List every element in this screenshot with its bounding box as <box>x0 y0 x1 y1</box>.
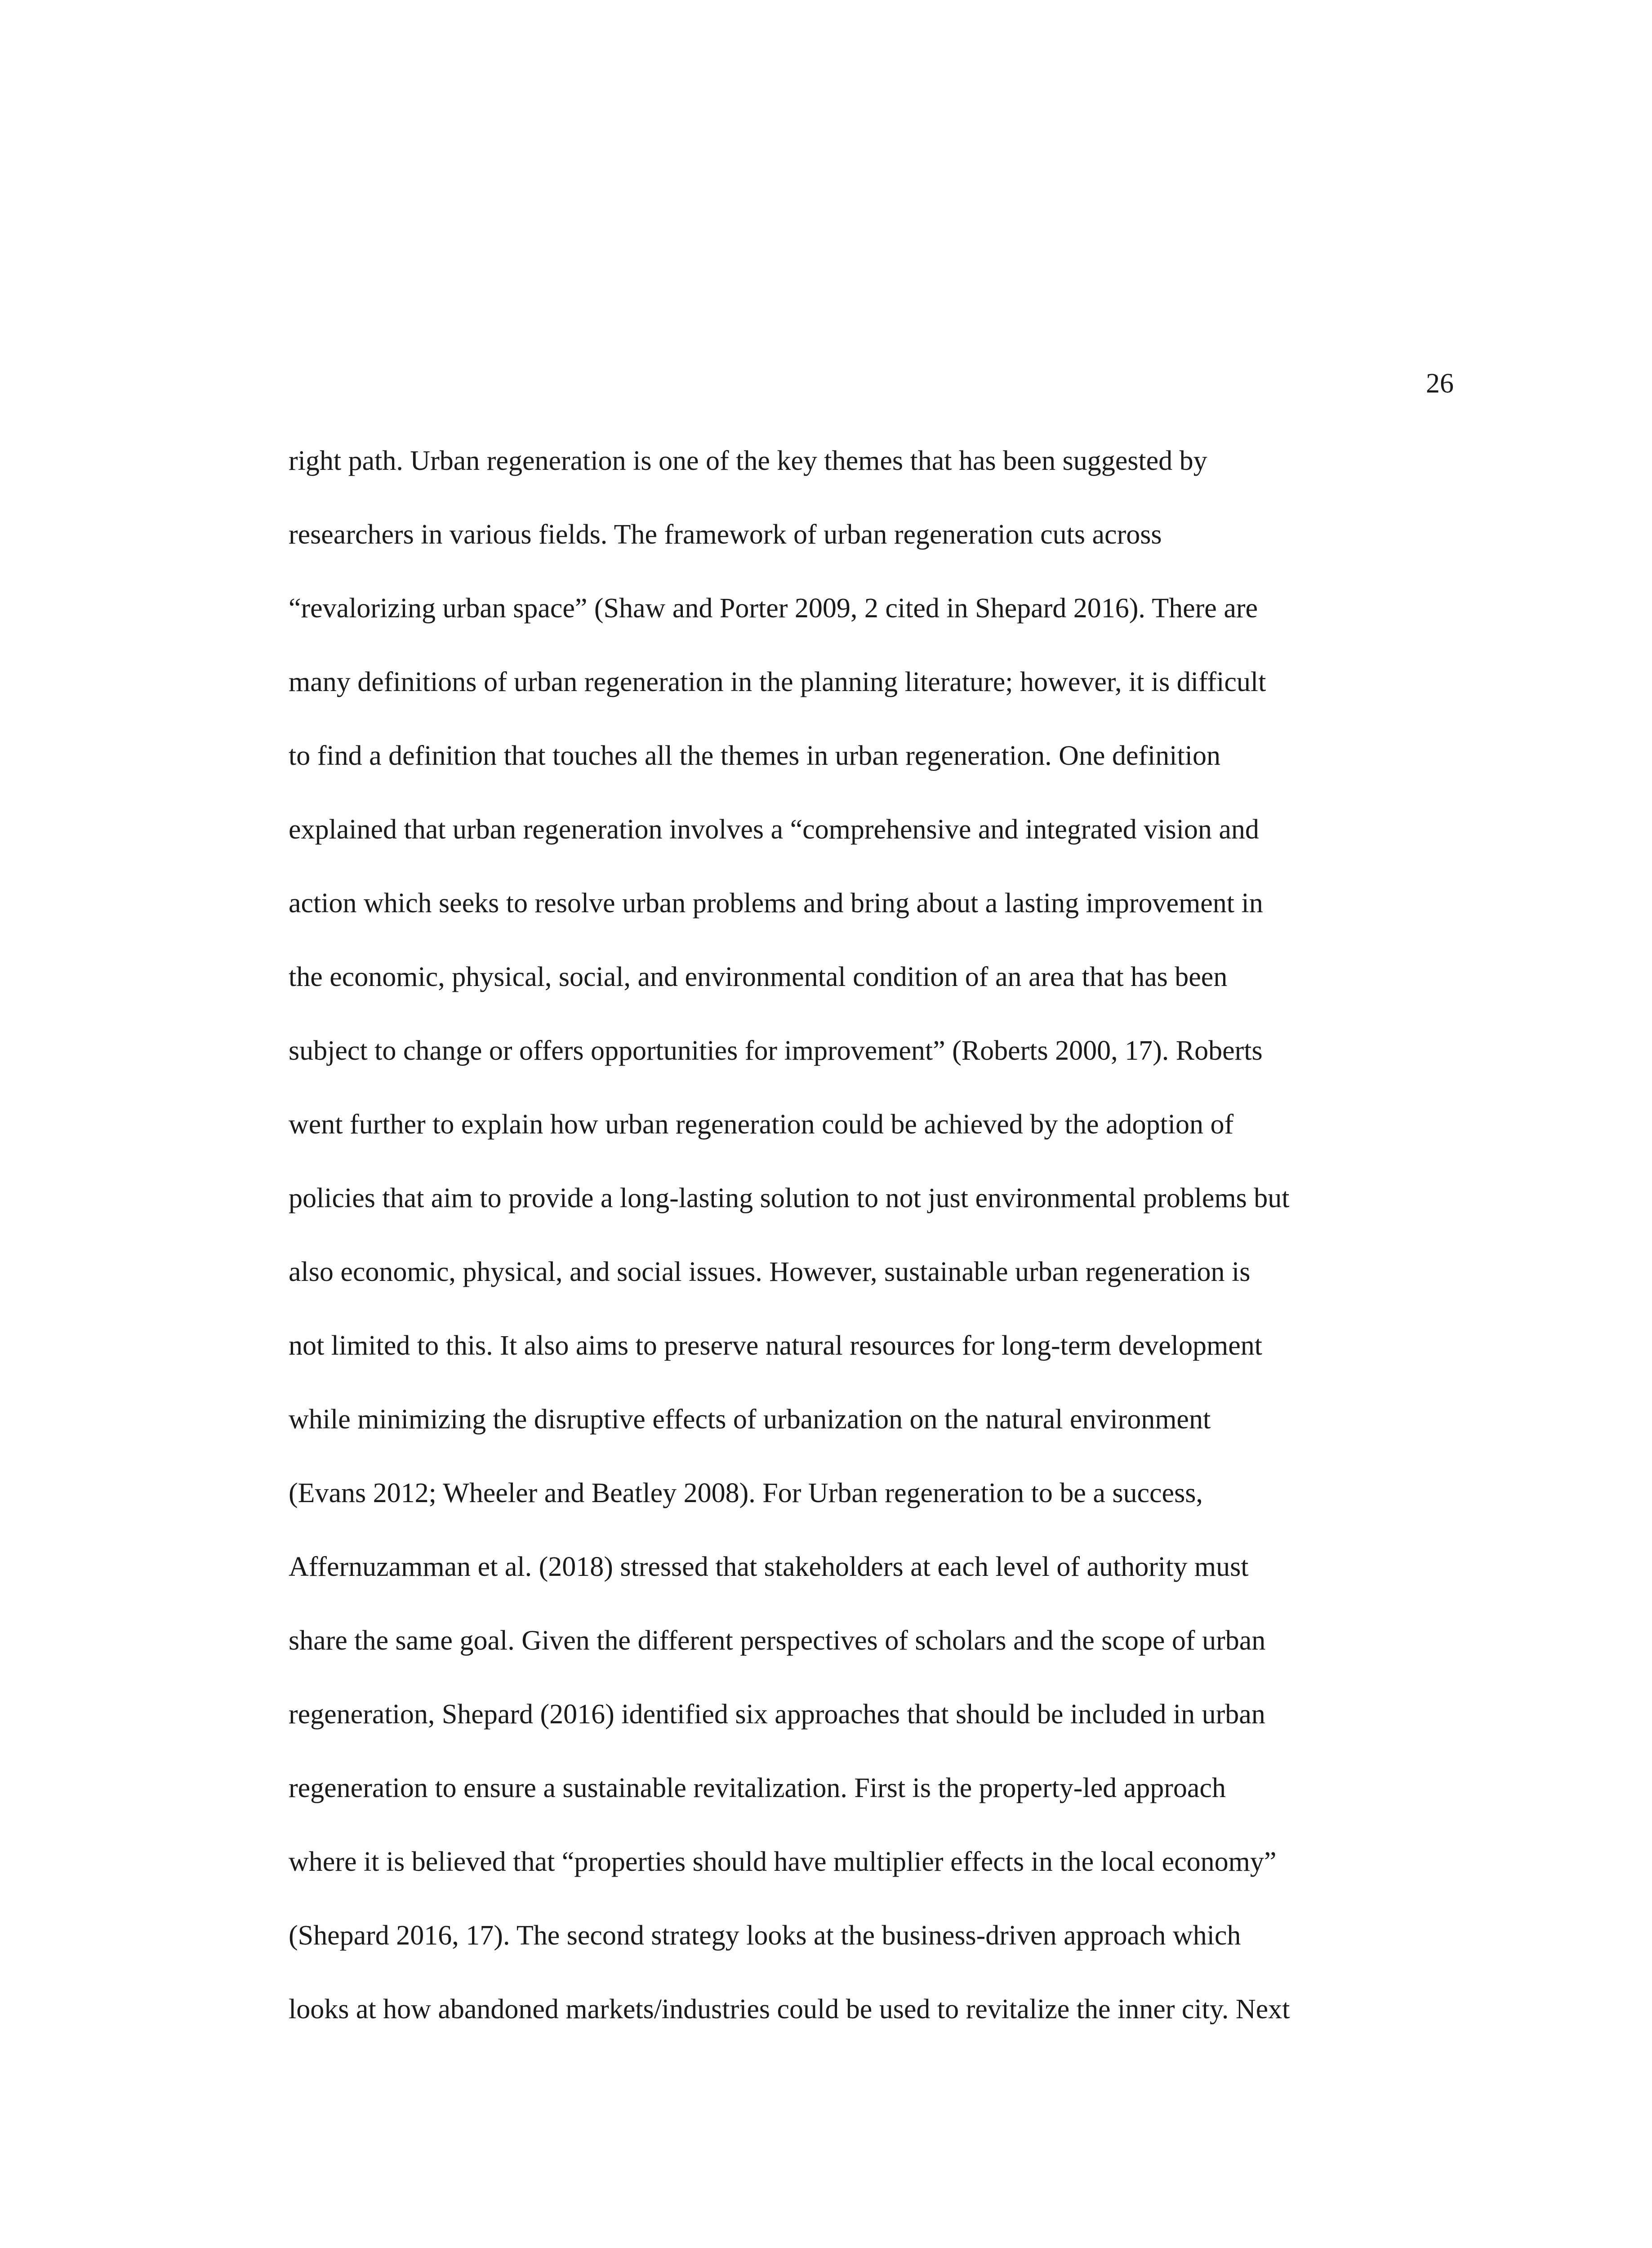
text-line: many definitions of urban regeneration in the planning literature; however, it is difficult <box>289 667 1266 697</box>
text-line: “revalorizing urban space” (Shaw and Porter 2009, 2 cited in Shepard 2016). There are <box>289 593 1258 624</box>
text-line: explained that urban regeneration involves a “comprehensive and integrated vision and <box>289 814 1259 845</box>
text-line: (Evans 2012; Wheeler and Beatley 2008). For Urban regeneration to be a success, <box>289 1478 1203 1508</box>
text-line: Affernuzamman et al. (2018) stressed that stakeholders at each level of authority must <box>289 1552 1249 1582</box>
text-line: share the same goal. Given the different perspectives of scholars and the scope of urban <box>289 1625 1266 1656</box>
text-line: where it is believed that “properties should have multiplier effects in the local economy” <box>289 1847 1277 1877</box>
text-line: policies that aim to provide a long-lasting solution to not just environmental problems but <box>289 1183 1290 1213</box>
text-line: while minimizing the disruptive effects of urbanization on the natural environment <box>289 1404 1211 1435</box>
page-number: 26 <box>1426 368 1454 399</box>
text-line: went further to explain how urban regeneration could be achieved by the adoption of <box>289 1109 1234 1140</box>
text-line: subject to change or offers opportunities for improvement” (Roberts 2000, 17). Roberts <box>289 1035 1263 1066</box>
text-line: to find a definition that touches all the themes in urban regeneration. One definition <box>289 740 1220 771</box>
text-line: not limited to this. It also aims to preserve natural resources for long-term development <box>289 1330 1262 1361</box>
text-line: regeneration to ensure a sustainable revitalization. First is the property-led approach <box>289 1773 1226 1803</box>
body-paragraph <box>289 438 1454 2061</box>
text-line: also economic, physical, and social issues. However, sustainable urban regeneration is <box>289 1257 1251 1287</box>
text-line: the economic, physical, social, and environmental condition of an area that has been <box>289 962 1228 992</box>
text-line: right path. Urban regeneration is one of the key themes that has been suggested by <box>289 446 1207 476</box>
text-line: researchers in various fields. The framework of urban regeneration cuts across <box>289 519 1162 550</box>
text-line: looks at how abandoned markets/industries could be used to revitalize the inner city. Next <box>289 1994 1290 2025</box>
text-line: regeneration, Shepard (2016) identified six approaches that should be included in urban <box>289 1699 1265 1730</box>
text-line: (Shepard 2016, 17). The second strategy looks at the business-driven approach which <box>289 1920 1241 1951</box>
text-line: action which seeks to resolve urban problems and bring about a lasting improvement in <box>289 888 1263 919</box>
